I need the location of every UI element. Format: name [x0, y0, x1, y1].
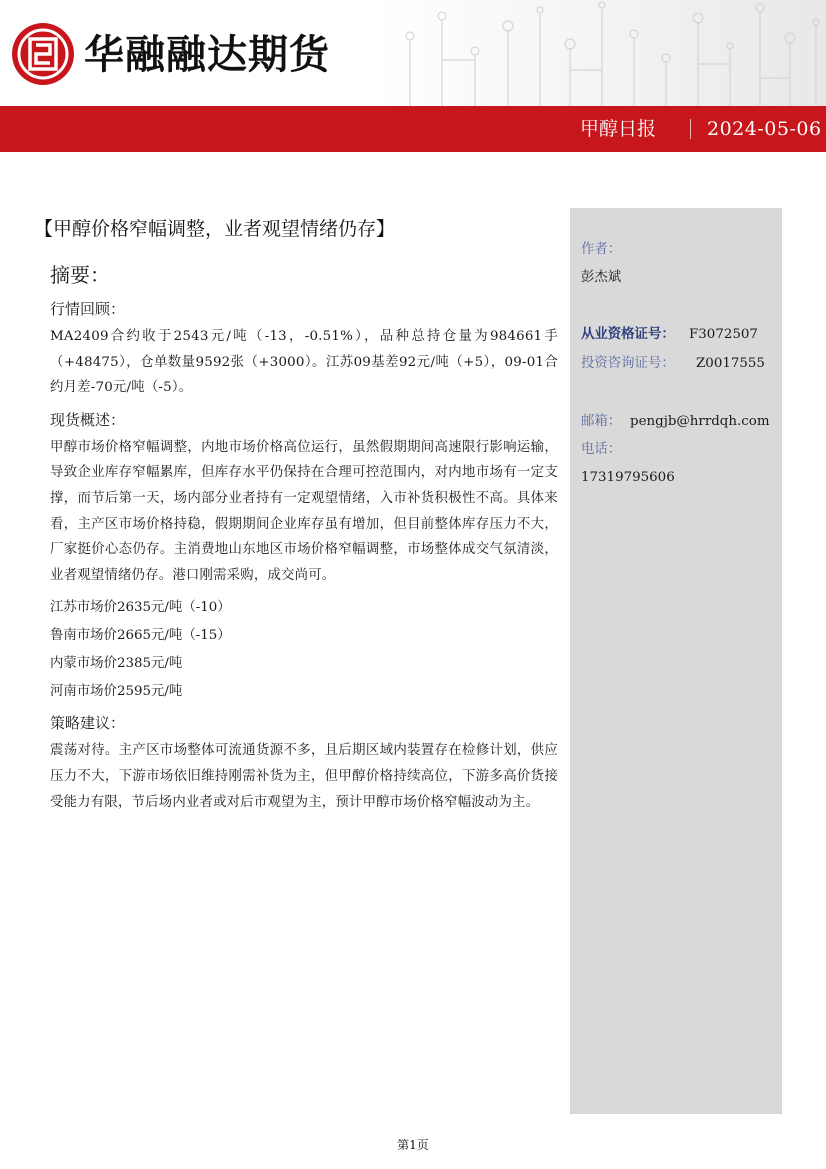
- qualification-label: 从业资格证号：: [581, 327, 675, 342]
- title-separator: [690, 119, 691, 139]
- spot-price-jiangsu: 江苏市场价2635元/吨（-10）: [50, 600, 231, 616]
- email-value[interactable]: pengjb@hrrdqh.com: [630, 414, 770, 429]
- phone-label: 电话：: [581, 442, 622, 457]
- strategy-text: 震荡对待。主产区市场整体可流通货源不多，且后期区域内装置存在检修计划，供应压力不大，下游市场依旧维持刚需补货为主，但甲醇价格持续高位，下游多高价货接受能力有限，节后场内业者或对后市观望为主，预计甲醇市场价格窄幅波动为主。: [50, 743, 558, 810]
- strategy-heading: 策略建议：: [50, 714, 126, 733]
- page-number: 第1页: [397, 1138, 429, 1152]
- phone-value: 17319795606: [581, 470, 675, 485]
- qualification-number: F3072507: [689, 327, 758, 342]
- article-title: 【甲醇价格窄幅调整，业者观望情绪仍存】: [34, 218, 396, 240]
- investment-consult-label: 投资咨询证号：: [581, 356, 675, 371]
- logo-area: [0, 0, 380, 106]
- author-label: 作者：: [581, 242, 622, 257]
- header-decoration: [380, 0, 826, 106]
- spot-price-lunan: 鲁南市场价2665元/吨（-15）: [50, 628, 231, 644]
- author-name: 彭杰斌: [581, 270, 622, 285]
- summary-heading: 摘要：: [50, 263, 110, 287]
- main-content: [34, 212, 558, 821]
- market-review-text: MA2409合约收于2543元/吨（-13，-0.51%），品种总持仓量为984661手（+48475），仓单数量9592张（+3000）。江苏09基差92元/吨（+5），09-01合约月差-70元/吨（-5）。: [50, 329, 558, 396]
- spot-overview-heading: 现货概述：: [50, 410, 126, 429]
- spot-price-henan: 河南市场价2595元/吨: [50, 684, 183, 700]
- title-bar: [0, 106, 826, 152]
- brand-name: 华融融达期货: [84, 32, 330, 78]
- spot-price-neimeng: 内蒙市场价2385元/吨: [50, 656, 183, 672]
- company-logo-icon: [10, 21, 76, 87]
- report-date: 2024-05-06: [707, 118, 822, 140]
- author-sidebar: [570, 208, 782, 1114]
- investment-consult-number: Z0017555: [696, 356, 765, 371]
- report-header: [0, 0, 826, 152]
- report-type: 甲醇日报: [580, 118, 657, 140]
- spot-overview-text: 甲醇市场价格窄幅调整，内地市场价格高位运行，虽然假期期间高速限行影响运输，导致企业库存窄幅累库，但库存水平仍保持在合理可控范围内，对内地市场有一定支撑，而节后第一天，场内部分业者持有一定观望情绪，入市补货积极性不高。具体来看，主产区市场价格持稳，假期期间企业库存虽有增加，但目前整体库存压力不大，厂家挺价心态仍存。主消费地山东地区市场价格窄幅调整，市场整体成交气氛清淡，业者观望情绪仍存。港口刚需采购，成交尚可。: [50, 439, 558, 583]
- market-review-heading: 行情回顾：: [50, 300, 126, 318]
- email-label: 邮箱：: [581, 414, 622, 429]
- spot-price-list: [34, 594, 558, 706]
